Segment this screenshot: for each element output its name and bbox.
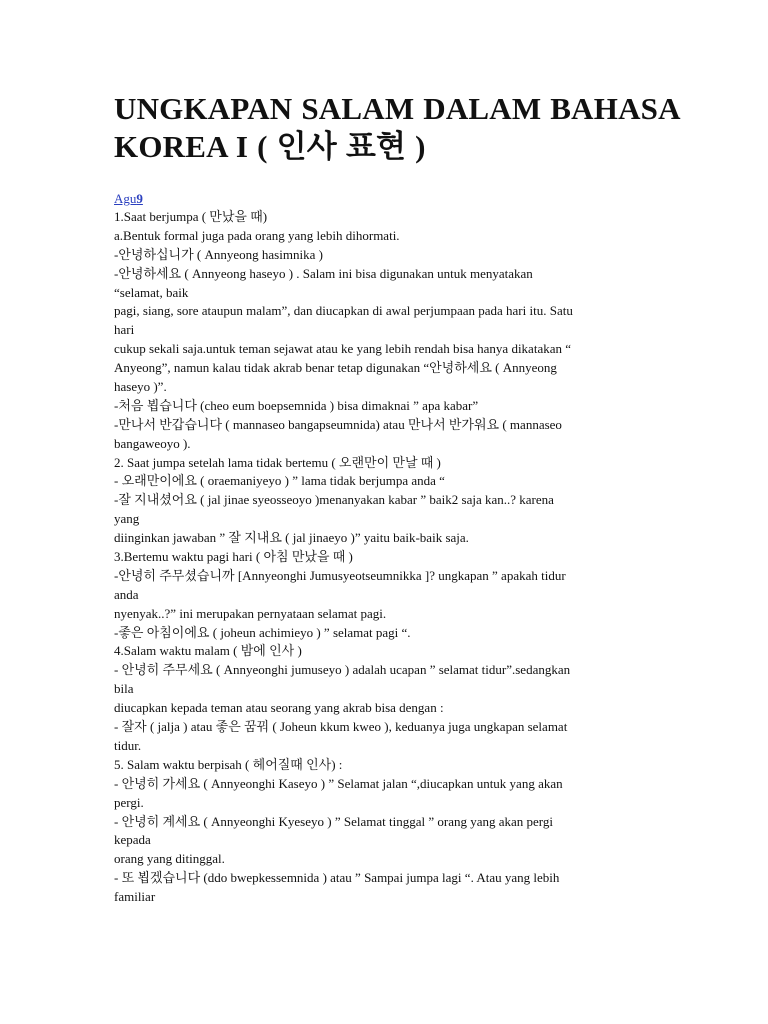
body-line: hari [114,322,135,338]
body-line: Anyeong”, namun kalau tidak akrab benar tetap digunakan “안녕하세요 ( Annyeong [114,360,557,376]
author-link[interactable] [114,190,143,208]
body-line: diinginkan jawaban ” 잘 지내요 ( jal jinaeyo )” yaitu baik-baik saja. [114,530,469,546]
author-suffix: 9 [136,191,143,206]
body-line: 5. Salam waktu berpisah ( 헤어질때 인사) : [114,756,343,772]
body-line: 3.Bertemu waktu pagi hari ( 아침 만났을 때 ) [114,549,353,565]
title-line: KOREA I ( 인사 표현 ) [114,129,426,164]
body-line: -좋은 아침이에요 ( joheun achimieyo ) ” selamat pagi “. [114,624,411,640]
body-line: - 오래만이에요 ( oraemaniyeyo ) ” lama tidak berjumpa anda “ [114,473,445,489]
body-line: nyenyak..?” ini merupakan pernyataan selamat pagi. [114,605,387,621]
body-line: -안녕하십니가 ( Annyeong hasimnika ) [114,246,323,262]
body-line: 4.Salam waktu malam ( 밤에 인사 ) [114,643,302,659]
body-line: pagi, siang, sore ataupun malam”, dan diucapkan di awal perjumpaan pada hari itu. Satu [114,303,573,319]
body-line: - 잘자 ( jalja ) atau 좋은 꿈꿔 ( Joheun kkum kweo ), keduanya juga ungkapan selamat [114,719,568,735]
title-line: UNGKAPAN SALAM DALAM BAHASA [114,91,681,126]
body-line: anda [114,586,139,602]
body-line: - 안녕히 주무세요 ( Annyeonghi jumuseyo ) adalah ucapan ” selamat tidur”.sedangkan [114,662,571,678]
body-line: familiar [114,889,156,905]
body-line: a.Bentuk formal juga pada orang yang lebih dihormati. [114,227,400,243]
body-line: yang [114,511,140,527]
page-title [114,90,681,166]
body-line: bangaweoyo ). [114,435,191,451]
body-line: -안녕히 주무셨습니까 [Annyeonghi Jumusyeotseumnikka ]? ungkapan ” apakah tidur [114,567,566,583]
body-line: bila [114,681,134,697]
body-line: orang yang ditinggal. [114,851,225,867]
body-line: -잘 지내셨어요 ( jal jinae syeosseoyo )menanyakan kabar ” baik2 saja kan..? karena [114,492,554,508]
body-line: -처음 뵙습니다 (cheo eum boepsemnida ) bisa dimaknai ” apa kabar” [114,397,479,413]
body-line: -만나서 반갑습니다 ( mannaseo bangapseumnida) atau 만나서 반가워요 ( mannaseo [114,416,562,432]
body-line: diucapkan kepada teman atau seorang yang akrab bisa dengan : [114,700,444,716]
body-line: pergi. [114,794,144,810]
body-line: “selamat, baik [114,284,189,300]
body-line: 1.Saat berjumpa ( 만났을 때) [114,209,268,224]
body-line: tidur. [114,737,142,753]
body-line: cukup sekali saja.untuk teman sejawat atau ke yang lebih rendah bisa hanya dikatakan “ [114,341,571,357]
author-name: Agu [114,191,137,206]
body-line: 2. Saat jumpa setelah lama tidak bertemu ( 오랜만이 만날 때 ) [114,454,441,470]
body-line: - 안녕히 가세요 ( Annyeonghi Kaseyo ) ” Selamat jalan “,diucapkan untuk yang akan [114,775,563,791]
body-line: -안녕하세요 ( Annyeong haseyo ) . Salam ini bisa digunakan untuk menyatakan [114,265,533,281]
document-page [114,90,681,907]
body-line: haseyo )”. [114,379,167,395]
body-line: kepada [114,832,151,848]
body-line: - 안녕히 계세요 ( Annyeonghi Kyeseyo ) ” Selamat tinggal ” orang yang akan pergi [114,813,553,829]
document-body [114,208,674,907]
body-line: - 또 뵙겠습니다 (ddo bwepkessemnida ) atau ” Sampai jumpa lagi “. Atau yang lebih [114,870,560,886]
